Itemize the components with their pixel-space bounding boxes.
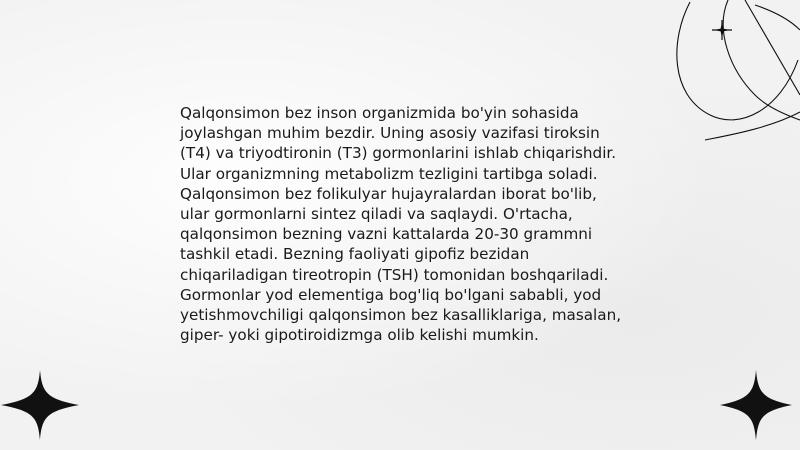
orbit-lines-icon (670, 0, 800, 145)
star-left-icon (1, 370, 79, 440)
body-paragraph: Qalqonsimon bez inson organizmida bo'yin sohasida joylashgan muhim bezdir. Uning asosiy vazifasi tiroksin (T4) va triyodtironin (T3) gormonlarini ishlab chiqarishdir. Ular organizmning metabolizm tezligini tartibga soladi. Qalqonsimon bez folikulyar hujayralardan iborat bo'lib, ular gormonlarni sintez qiladi va saqlaydi. O'rtacha, qalqonsimon bezning vazni kattalarda 20-30 grammni tashkil etadi. Bezning faoliyati gipofiz bezidan chiqariladigan tireotropin (TSH) tomonidan boshqariladi. Gormonlar yod elementiga bog'liq bo'lgani sababli, yod yetishmovchiligi qalqonsimon bez kasalliklariga, masalan, giper- yoki gipotiroidizmga olib kelishi mumkin. (180, 104, 622, 345)
star-right-icon (720, 370, 792, 440)
